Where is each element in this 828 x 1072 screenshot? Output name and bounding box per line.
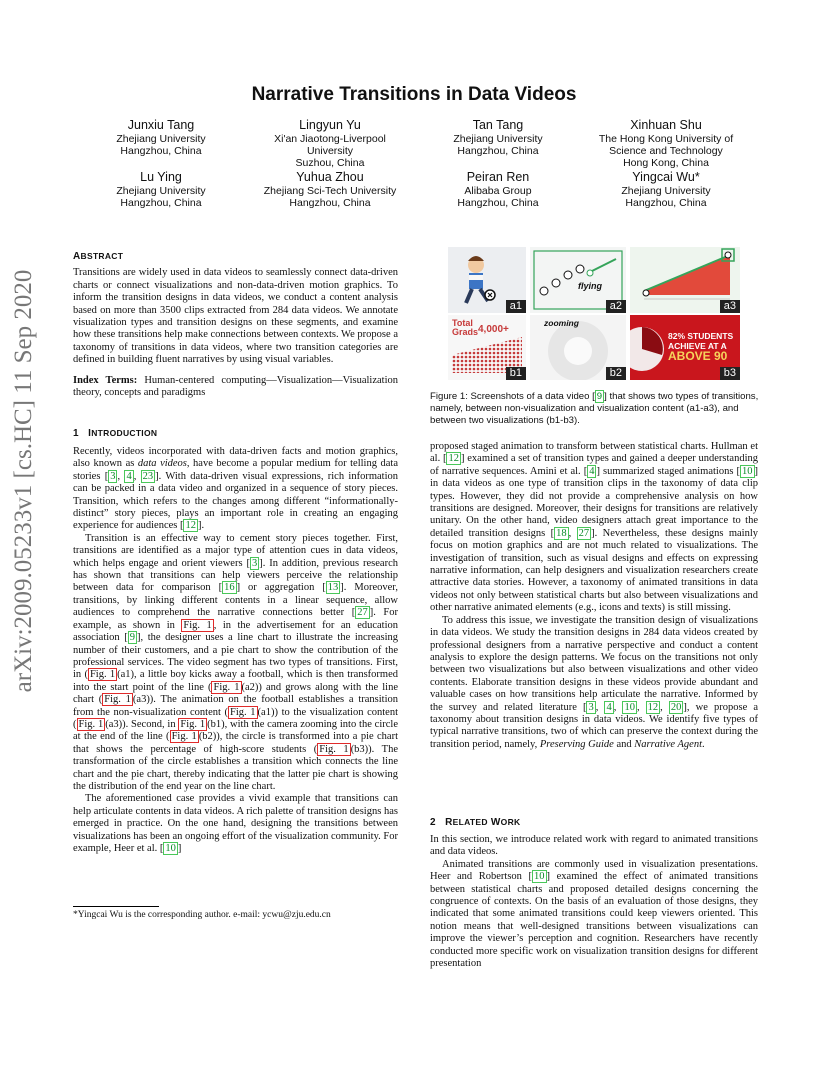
author-5 bbox=[81, 170, 241, 209]
footnote-rule bbox=[73, 906, 159, 907]
author-affiliation-line: Hangzhou, China bbox=[120, 197, 202, 210]
author-affiliation-line: Zhejiang Sci-Tech University bbox=[263, 185, 397, 197]
figure-1-caption: Figure 1: Screenshots of a data video [ 9 ] that shows two types of transitions, namely, between non-visualization and visualization content (a1-a3), and between two visualizations (b1-b3). bbox=[430, 391, 759, 426]
author-affiliation-line: University bbox=[306, 145, 354, 158]
figure-1 bbox=[448, 247, 740, 380]
tag-b1: b1 bbox=[506, 367, 526, 380]
panel-a1 bbox=[448, 247, 526, 313]
author-3 bbox=[418, 118, 578, 157]
author-affiliation-line: Hangzhou, China bbox=[625, 197, 707, 210]
author-affiliation-line: Zhejiang University bbox=[116, 133, 206, 145]
author-name: Yuhua Zhou bbox=[296, 170, 364, 184]
author-affiliation-line: Hangzhou, China bbox=[457, 145, 539, 158]
author-affiliation-line: Hangzhou, China bbox=[289, 197, 371, 210]
section-heading-related-work: 2 RELATED WORK bbox=[430, 817, 521, 828]
tag-a3: a3 bbox=[720, 300, 740, 313]
author-name: Tan Tang bbox=[472, 118, 524, 132]
students-text: 82% STUDENTS ACHIEVE AT A ABOVE 90 bbox=[668, 331, 734, 363]
author-8 bbox=[586, 170, 746, 209]
author-name: Peiran Ren bbox=[466, 170, 530, 184]
paper-title: Narrative Transitions in Data Videos bbox=[251, 84, 577, 105]
intro-body-left: Recently, videos incorporated with data-driven facts and motion graphics, also known as data videos, have become a popular medium for telling data stories [ 3 , 4 , 23 ]. With data-driven visual expressions, rich information can be packed in a data video and organized in a sequence of story pieces. Transition, which refers to the changes among different “informationally-distinct” story pieces, plays an important role in creating an engaging experience for audiences [ 12 ]. Transition is an effective way to cement story pieces together. First, transitions are identified as a major type of attention cues in data videos, which helps engage and orient viewers [ 3 ]. In addition, previous research has shown that transitions can help viewers perceive the relationship between data for comparison [ 16 ] or aggregation [ 13 ]. Moreover, transitions, by linking different contents in a linear sequence, allow audiences to comprehend the narrative connections better [ 27 ]. For example, as shown in Fig. 1 , in the advertisement for an education association [ 9 ], the designer uses a line chart to illustrate the increasing number of their customers, and a pie chart to show the contribution of the professional services. The video segment has two types of transitions. First, in ( Fig. 1 (a1), a little boy kicks away a football, which is then transformed into the start point of the line ( Fig. 1 (a2)) and grows along with the line chart ( Fig. 1 (a3)). The animation on the football establishes a transition from the non-visualization content ( Fig. 1 (a1)) to the visualization content ( Fig. 1 (a3)). Second, in Fig. 1 (b1), with the camera zooming into the circle at the end of the line ( Fig. 1 (b2)), the circle is transformed into a pie chart that shows the percentage of high-score students ( Fig. 1 (b3)). The transformation of the circle establishes a transition which connects the line chart and the pie chart, thereby indicating that the latter pie chart is showing the distribution of the end year on the line chart. The aforementioned case provides a vivid example that transitions can help articulate contents in data videos. A rich palette of transition designs has emerged in practice. On the one hand, designing the transitions between visualizations has been an ongoing effort of the visualization community. For example, Heer et al. [ 10 ] bbox=[73, 446, 399, 854]
author-affiliation-line: Zhejiang University bbox=[621, 185, 711, 197]
tag-a2: a2 bbox=[606, 300, 626, 313]
author-1 bbox=[81, 118, 241, 157]
panel-a3 bbox=[630, 247, 740, 313]
author-name: Lu Ying bbox=[140, 170, 182, 184]
total-grads-value: 4,000+ bbox=[478, 324, 509, 335]
author-affiliation-line: Suzhou, China bbox=[295, 157, 365, 170]
tag-a1: a1 bbox=[506, 300, 526, 313]
abstract-text: Transitions are widely used in data videos to seamlessly connect data-driven charts or connect visualizations and non-data-driven motion graphics. To inform the transition designs in data videos, we conduct a content analysis based on more than 3500 clips extracted from 284 data videos. We annotate visualization types and transition designs on these segments, and examine how these transitions help make connections between contexts. We propose a taxonomy of transitions in data videos, where two transition categories are defined in building fluent narratives by using visual variables. bbox=[73, 267, 398, 366]
arxiv-side-label bbox=[4, 269, 44, 693]
author-2 bbox=[250, 118, 410, 170]
flying-label: flying bbox=[578, 281, 602, 291]
author-affiliation-line: Hangzhou, China bbox=[120, 145, 202, 158]
abstract-section bbox=[73, 250, 398, 399]
author-affiliation-line: Zhejiang University bbox=[453, 133, 543, 145]
author-4 bbox=[586, 118, 746, 170]
panel-b3 bbox=[630, 315, 740, 380]
author-name: Yingcai Wu* bbox=[632, 170, 700, 184]
author-affiliation-line: Xi'an Jiaotong-Liverpool bbox=[274, 133, 386, 145]
author-7 bbox=[418, 170, 578, 209]
author-affiliation-line: Hangzhou, China bbox=[457, 197, 539, 210]
total-grads-label: Total Grads bbox=[452, 318, 479, 337]
author-affiliation-line: Zhejiang University bbox=[116, 185, 206, 197]
author-affiliation-line: The Hong Kong University of bbox=[598, 133, 734, 145]
author-affiliation-line: Hong Kong, China bbox=[623, 157, 709, 170]
related-work-body: In this section, we introduce related work with regard to animated transitions and data videos. Animated transitions are commonly used in visualization presentations. Heer and Robertson [ 10 ] examined the effect of animated transitions between statistical charts and proposed detailed designs concerning the congruence of contexts. On the basis of an evaluation of those designs, they indicated that some animated transitions could keep viewers oriented. This notion means that well-designed transitions between visualizations can improve the viewer’s perception and cognition. Researchers have recently conducted more specific work on visualization transition designs for different presentation bbox=[430, 834, 758, 970]
zooming-label: zooming bbox=[544, 318, 579, 328]
panel-a2 bbox=[530, 247, 626, 313]
footnote-corresponding-author: *Yingcai Wu is the corresponding author. e-mail: ycwu@zju.edu.cn bbox=[73, 910, 331, 920]
tag-b2: b2 bbox=[606, 367, 626, 380]
intro-body-right: proposed staged animation to transform between statistical charts. Hullman et al. [ 12 ] examined a set of transition types and gained a deeper understanding of narrative sequences. Amini et al. [ 4 ] summarized staged animations [ 10 ] in data videos as one type of transition clips in the taxonomy of data clip types. However, they did not provide a comprehensive analysis on how transitions are designed. Moreover, their designs for transitions are relatively unitary. On the other hand, video designers attach great importance to the detailed transition designs [ 18 , 27 ]. Nevertheless, these designs mainly focus on motion graphics and are not much related to visualizations. The investigation of transition, such as visual designs and effects on expressing narrative information, can help designers and visualization researchers create attractive data stories. However, a taxonomy of animated transitions in data videos not only between statistical charts but also between visualizations and other narrative animated elements (e.g., icons and texts) is still missing. To address this issue, we investigate the transition design of visualizations in data videos. We study the transition designs in 284 data videos created by professional designers from a narrative perspective and conduct a content analysis to explore the design patterns. We focus on the transitions not only between two visualizations but also between visualizations and other video contents. Elaborate transition designs in these videos provide abundant and valuable cases on how transitions help articulate the narrative. Informed by the survey and related literature [ 3 , 4 , 10 , 12 , 20 ], we propose a taxonomy about transition designs in data videos. We identify five types of typical narrative transitions, two of which can preserve the context during the transition period, namely, Preserving Guide and Narrative Agent. bbox=[430, 441, 759, 750]
author-6 bbox=[250, 170, 410, 209]
section-heading-introduction: 1 INTRODUCTION bbox=[73, 428, 158, 439]
panel-b1 bbox=[448, 315, 526, 380]
tag-b3: b3 bbox=[720, 367, 740, 380]
abstract-heading: ABSTRACT bbox=[73, 251, 124, 262]
author-name: Xinhuan Shu bbox=[630, 118, 702, 132]
author-name: Junxiu Tang bbox=[127, 118, 195, 132]
index-terms: Index Terms: Human-centered computing—Visualization—Visualization theory, concepts and paradigms bbox=[73, 374, 398, 399]
panel-b2 bbox=[530, 315, 626, 380]
author-affiliation-line: Alibaba Group bbox=[464, 185, 532, 197]
arxiv-id-text: arXiv:2009.05233v1 [cs.HC] 11 Sep 2020 bbox=[10, 269, 37, 693]
author-name: Lingyun Yu bbox=[299, 118, 361, 132]
author-affiliation-line: Science and Technology bbox=[609, 145, 723, 158]
